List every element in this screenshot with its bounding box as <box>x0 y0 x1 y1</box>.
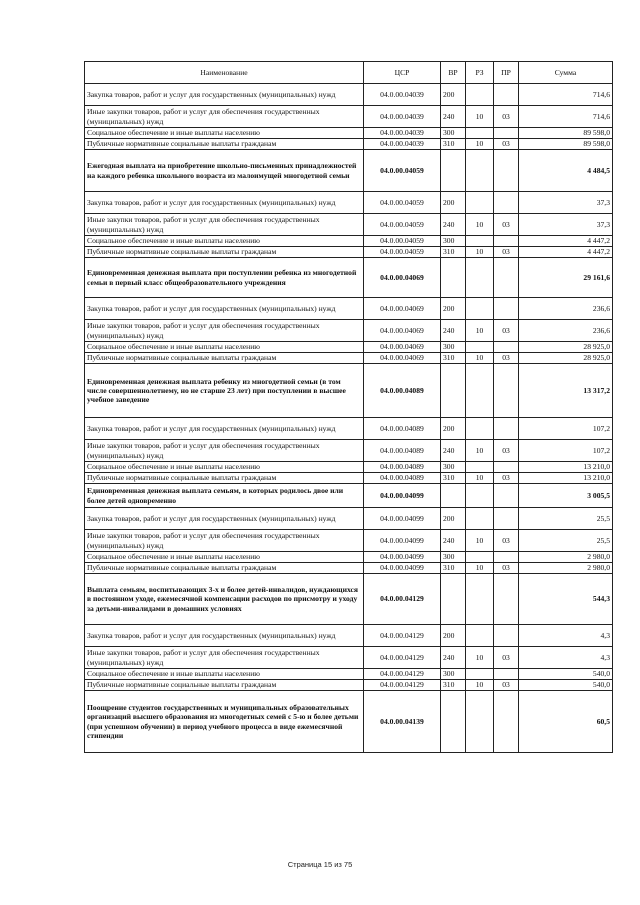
cell-pr <box>494 236 519 247</box>
cell-pr <box>494 298 519 320</box>
cell-csr: 04.0.00.04069 <box>364 353 441 364</box>
cell-vr: 240 <box>441 530 466 552</box>
cell-rz: 10 <box>466 106 494 128</box>
cell-pr: 03 <box>494 647 519 669</box>
cell-sum: 2 980,0 <box>519 563 613 574</box>
cell-rz <box>466 462 494 473</box>
cell-sum: 37,3 <box>519 214 613 236</box>
cell-pr <box>494 625 519 647</box>
table-row <box>85 563 613 574</box>
cell-pr: 03 <box>494 320 519 342</box>
cell-csr: 04.0.00.04089 <box>364 364 441 418</box>
table-row <box>85 128 613 139</box>
cell-rz <box>466 128 494 139</box>
table-row <box>85 84 613 106</box>
table-row <box>85 247 613 258</box>
cell-pr <box>494 418 519 440</box>
cell-rz <box>466 508 494 530</box>
cell-vr: 200 <box>441 192 466 214</box>
cell-name: Иные закупки товаров, работ и услуг для обеспечения государственных (муниципальных) нужд <box>85 214 364 236</box>
table-row-section <box>85 364 613 418</box>
table-row <box>85 139 613 150</box>
cell-pr <box>494 364 519 418</box>
cell-name: Социальное обеспечение и иные выплаты населению <box>85 236 364 247</box>
table-row <box>85 106 613 128</box>
cell-vr <box>441 484 466 508</box>
cell-sum: 107,2 <box>519 418 613 440</box>
cell-name: Иные закупки товаров, работ и услуг для обеспечения государственных (муниципальных) нужд <box>85 647 364 669</box>
table-header-row <box>85 62 613 84</box>
cell-pr <box>494 669 519 680</box>
table-row <box>85 320 613 342</box>
cell-name: Социальное обеспечение и иные выплаты населению <box>85 462 364 473</box>
cell-sum: 13 210,0 <box>519 473 613 484</box>
cell-vr: 200 <box>441 508 466 530</box>
cell-vr <box>441 258 466 298</box>
cell-rz <box>466 150 494 192</box>
cell-vr: 240 <box>441 214 466 236</box>
cell-pr <box>494 462 519 473</box>
cell-rz: 10 <box>466 473 494 484</box>
cell-csr: 04.0.00.04069 <box>364 258 441 298</box>
cell-name: Закупка товаров, работ и услуг для государственных (муниципальных) нужд <box>85 192 364 214</box>
cell-vr: 300 <box>441 236 466 247</box>
cell-rz <box>466 691 494 753</box>
cell-csr: 04.0.00.04089 <box>364 462 441 473</box>
cell-name: Единовременная денежная выплата при поступлении ребенка из многодетной семьи в первый класс общеобразовательного учреждения <box>85 258 364 298</box>
cell-name: Социальное обеспечение и иные выплаты населению <box>85 669 364 680</box>
cell-name: Закупка товаров, работ и услуг для государственных (муниципальных) нужд <box>85 298 364 320</box>
cell-rz: 10 <box>466 320 494 342</box>
cell-csr: 04.0.00.04089 <box>364 440 441 462</box>
cell-sum: 2 980,0 <box>519 552 613 563</box>
cell-csr: 04.0.00.04129 <box>364 680 441 691</box>
cell-name: Иные закупки товаров, работ и услуг для обеспечения государственных (муниципальных) нужд <box>85 106 364 128</box>
cell-pr <box>494 484 519 508</box>
cell-rz: 10 <box>466 247 494 258</box>
cell-name: Публичные нормативные социальные выплаты гражданам <box>85 139 364 150</box>
cell-vr: 240 <box>441 440 466 462</box>
cell-vr: 300 <box>441 462 466 473</box>
cell-pr <box>494 552 519 563</box>
cell-csr: 04.0.00.04039 <box>364 139 441 150</box>
cell-csr: 04.0.00.04099 <box>364 508 441 530</box>
table-row <box>85 418 613 440</box>
cell-sum: 13 317,2 <box>519 364 613 418</box>
cell-vr: 310 <box>441 139 466 150</box>
cell-csr: 04.0.00.04039 <box>364 84 441 106</box>
table-row <box>85 473 613 484</box>
cell-name: Поощрение студентов государственных и муниципальных образовательных организаций высшего образования из многодетных семей с 5-ю и более детьми (при успешном обучении) в период учебного процесса в виде ежемесячной стипендии <box>85 691 364 753</box>
table-row <box>85 625 613 647</box>
header-rz: РЗ <box>466 62 494 84</box>
cell-sum: 28 925,0 <box>519 353 613 364</box>
table-row-section <box>85 258 613 298</box>
table-row <box>85 462 613 473</box>
table-row <box>85 342 613 353</box>
cell-vr <box>441 574 466 625</box>
cell-pr: 03 <box>494 563 519 574</box>
cell-vr: 240 <box>441 320 466 342</box>
cell-pr: 03 <box>494 680 519 691</box>
cell-sum: 4,3 <box>519 625 613 647</box>
cell-name: Публичные нормативные социальные выплаты гражданам <box>85 680 364 691</box>
table-row <box>85 647 613 669</box>
cell-pr <box>494 258 519 298</box>
cell-sum: 25,5 <box>519 508 613 530</box>
cell-rz <box>466 484 494 508</box>
cell-sum: 37,3 <box>519 192 613 214</box>
table-row <box>85 298 613 320</box>
table-row-section <box>85 150 613 192</box>
table-row <box>85 552 613 563</box>
cell-rz <box>466 298 494 320</box>
cell-csr: 04.0.00.04099 <box>364 563 441 574</box>
cell-rz: 10 <box>466 647 494 669</box>
cell-vr: 240 <box>441 647 466 669</box>
cell-vr: 300 <box>441 552 466 563</box>
cell-rz <box>466 364 494 418</box>
cell-sum: 714,6 <box>519 84 613 106</box>
cell-pr <box>494 691 519 753</box>
cell-sum: 714,6 <box>519 106 613 128</box>
cell-vr: 200 <box>441 418 466 440</box>
cell-csr: 04.0.00.04059 <box>364 192 441 214</box>
cell-csr: 04.0.00.04059 <box>364 247 441 258</box>
cell-rz <box>466 418 494 440</box>
table-row <box>85 508 613 530</box>
cell-name: Иные закупки товаров, работ и услуг для обеспечения государственных (муниципальных) нужд <box>85 530 364 552</box>
cell-sum: 28 925,0 <box>519 342 613 353</box>
cell-vr: 310 <box>441 473 466 484</box>
cell-name: Публичные нормативные социальные выплаты гражданам <box>85 247 364 258</box>
cell-sum: 3 005,5 <box>519 484 613 508</box>
cell-pr <box>494 342 519 353</box>
cell-name: Иные закупки товаров, работ и услуг для обеспечения государственных (муниципальных) нужд <box>85 440 364 462</box>
cell-csr: 04.0.00.04059 <box>364 150 441 192</box>
page-number: Страница 15 из 75 <box>287 860 353 869</box>
cell-vr: 310 <box>441 563 466 574</box>
cell-pr <box>494 574 519 625</box>
cell-pr <box>494 150 519 192</box>
cell-csr: 04.0.00.04099 <box>364 530 441 552</box>
table-row <box>85 192 613 214</box>
cell-vr: 200 <box>441 625 466 647</box>
cell-rz: 10 <box>466 530 494 552</box>
cell-name: Публичные нормативные социальные выплаты гражданам <box>85 563 364 574</box>
cell-rz <box>466 258 494 298</box>
cell-vr: 300 <box>441 342 466 353</box>
cell-rz: 10 <box>466 139 494 150</box>
cell-name: Закупка товаров, работ и услуг для государственных (муниципальных) нужд <box>85 508 364 530</box>
cell-sum: 107,2 <box>519 440 613 462</box>
cell-vr: 310 <box>441 353 466 364</box>
cell-vr: 300 <box>441 128 466 139</box>
cell-csr: 04.0.00.04059 <box>364 236 441 247</box>
cell-pr: 03 <box>494 106 519 128</box>
cell-pr: 03 <box>494 530 519 552</box>
cell-name: Единовременная денежная выплата ребенку из многодетной семьи (в том числе совершеннолетнему, но не старше 23 лет) при поступлении в высшее учебное заведение <box>85 364 364 418</box>
cell-vr: 200 <box>441 298 466 320</box>
cell-name: Социальное обеспечение и иные выплаты населению <box>85 128 364 139</box>
cell-vr: 240 <box>441 106 466 128</box>
table-row-section <box>85 484 613 508</box>
cell-csr: 04.0.00.04039 <box>364 128 441 139</box>
cell-rz <box>466 574 494 625</box>
table-row-section <box>85 691 613 753</box>
cell-sum: 13 210,0 <box>519 462 613 473</box>
cell-pr <box>494 128 519 139</box>
cell-sum: 540,0 <box>519 680 613 691</box>
cell-rz <box>466 236 494 247</box>
cell-pr: 03 <box>494 139 519 150</box>
cell-pr: 03 <box>494 214 519 236</box>
cell-csr: 04.0.00.04039 <box>364 106 441 128</box>
header-name: Наименование <box>85 62 364 84</box>
table-body <box>85 84 613 753</box>
cell-csr: 04.0.00.04129 <box>364 669 441 680</box>
cell-name: Выплата семьям, воспитывающих 3-х и более детей-инвалидов, нуждающихся в постоянном уходе, ежемесячной компенсации расходов по присмотру и уходу за детьми-инвалидами в домашних условиях <box>85 574 364 625</box>
cell-rz <box>466 552 494 563</box>
cell-name: Социальное обеспечение и иные выплаты населению <box>85 552 364 563</box>
cell-name: Закупка товаров, работ и услуг для государственных (муниципальных) нужд <box>85 84 364 106</box>
cell-vr: 300 <box>441 669 466 680</box>
table-row <box>85 214 613 236</box>
cell-pr <box>494 192 519 214</box>
cell-pr: 03 <box>494 440 519 462</box>
cell-csr: 04.0.00.04089 <box>364 418 441 440</box>
cell-sum: 89 598,0 <box>519 139 613 150</box>
cell-sum: 4 484,5 <box>519 150 613 192</box>
cell-vr <box>441 691 466 753</box>
cell-name: Единовременная денежная выплата семьям, в которых родилось двое или более детей одновременно <box>85 484 364 508</box>
cell-rz: 10 <box>466 353 494 364</box>
cell-rz <box>466 669 494 680</box>
header-sum: Сумма <box>519 62 613 84</box>
cell-pr <box>494 84 519 106</box>
cell-name: Ежегодная выплата на приобретение школьно-письменных принадлежностей на каждого ребенка школьного возраста из малоимущей многодетной семьи <box>85 150 364 192</box>
table-row <box>85 440 613 462</box>
cell-sum: 544,3 <box>519 574 613 625</box>
cell-sum: 236,6 <box>519 298 613 320</box>
cell-csr: 04.0.00.04069 <box>364 298 441 320</box>
cell-pr: 03 <box>494 353 519 364</box>
cell-name: Иные закупки товаров, работ и услуг для обеспечения государственных (муниципальных) нужд <box>85 320 364 342</box>
cell-rz <box>466 342 494 353</box>
cell-sum: 4 447,2 <box>519 247 613 258</box>
cell-csr: 04.0.00.04069 <box>364 342 441 353</box>
cell-sum: 29 161,6 <box>519 258 613 298</box>
cell-rz: 10 <box>466 440 494 462</box>
cell-rz: 10 <box>466 563 494 574</box>
cell-sum: 540,0 <box>519 669 613 680</box>
cell-name: Социальное обеспечение и иные выплаты населению <box>85 342 364 353</box>
cell-name: Закупка товаров, работ и услуг для государственных (муниципальных) нужд <box>85 625 364 647</box>
cell-csr: 04.0.00.04139 <box>364 691 441 753</box>
table-row <box>85 236 613 247</box>
cell-csr: 04.0.00.04059 <box>364 214 441 236</box>
cell-rz <box>466 84 494 106</box>
table-row <box>85 530 613 552</box>
cell-pr: 03 <box>494 247 519 258</box>
table-row <box>85 669 613 680</box>
cell-sum: 25,5 <box>519 530 613 552</box>
cell-vr: 310 <box>441 247 466 258</box>
cell-vr <box>441 150 466 192</box>
cell-vr: 200 <box>441 84 466 106</box>
cell-name: Публичные нормативные социальные выплаты гражданам <box>85 473 364 484</box>
cell-vr <box>441 364 466 418</box>
header-vr: ВР <box>441 62 466 84</box>
cell-name: Публичные нормативные социальные выплаты гражданам <box>85 353 364 364</box>
cell-csr: 04.0.00.04129 <box>364 625 441 647</box>
cell-csr: 04.0.00.04069 <box>364 320 441 342</box>
cell-vr: 310 <box>441 680 466 691</box>
cell-pr <box>494 508 519 530</box>
cell-rz: 10 <box>466 214 494 236</box>
cell-csr: 04.0.00.04129 <box>364 574 441 625</box>
cell-sum: 4 447,2 <box>519 236 613 247</box>
budget-table <box>84 61 613 753</box>
cell-csr: 04.0.00.04099 <box>364 552 441 563</box>
cell-rz: 10 <box>466 680 494 691</box>
table-row-section <box>85 574 613 625</box>
cell-name: Закупка товаров, работ и услуг для государственных (муниципальных) нужд <box>85 418 364 440</box>
cell-csr: 04.0.00.04089 <box>364 473 441 484</box>
header-pr: ПР <box>494 62 519 84</box>
cell-csr: 04.0.00.04099 <box>364 484 441 508</box>
cell-rz <box>466 192 494 214</box>
cell-rz <box>466 625 494 647</box>
header-csr: ЦСР <box>364 62 441 84</box>
table-row <box>85 353 613 364</box>
cell-sum: 236,6 <box>519 320 613 342</box>
cell-pr: 03 <box>494 473 519 484</box>
cell-sum: 4,3 <box>519 647 613 669</box>
cell-sum: 60,5 <box>519 691 613 753</box>
cell-sum: 89 598,0 <box>519 128 613 139</box>
cell-csr: 04.0.00.04129 <box>364 647 441 669</box>
table-row <box>85 680 613 691</box>
